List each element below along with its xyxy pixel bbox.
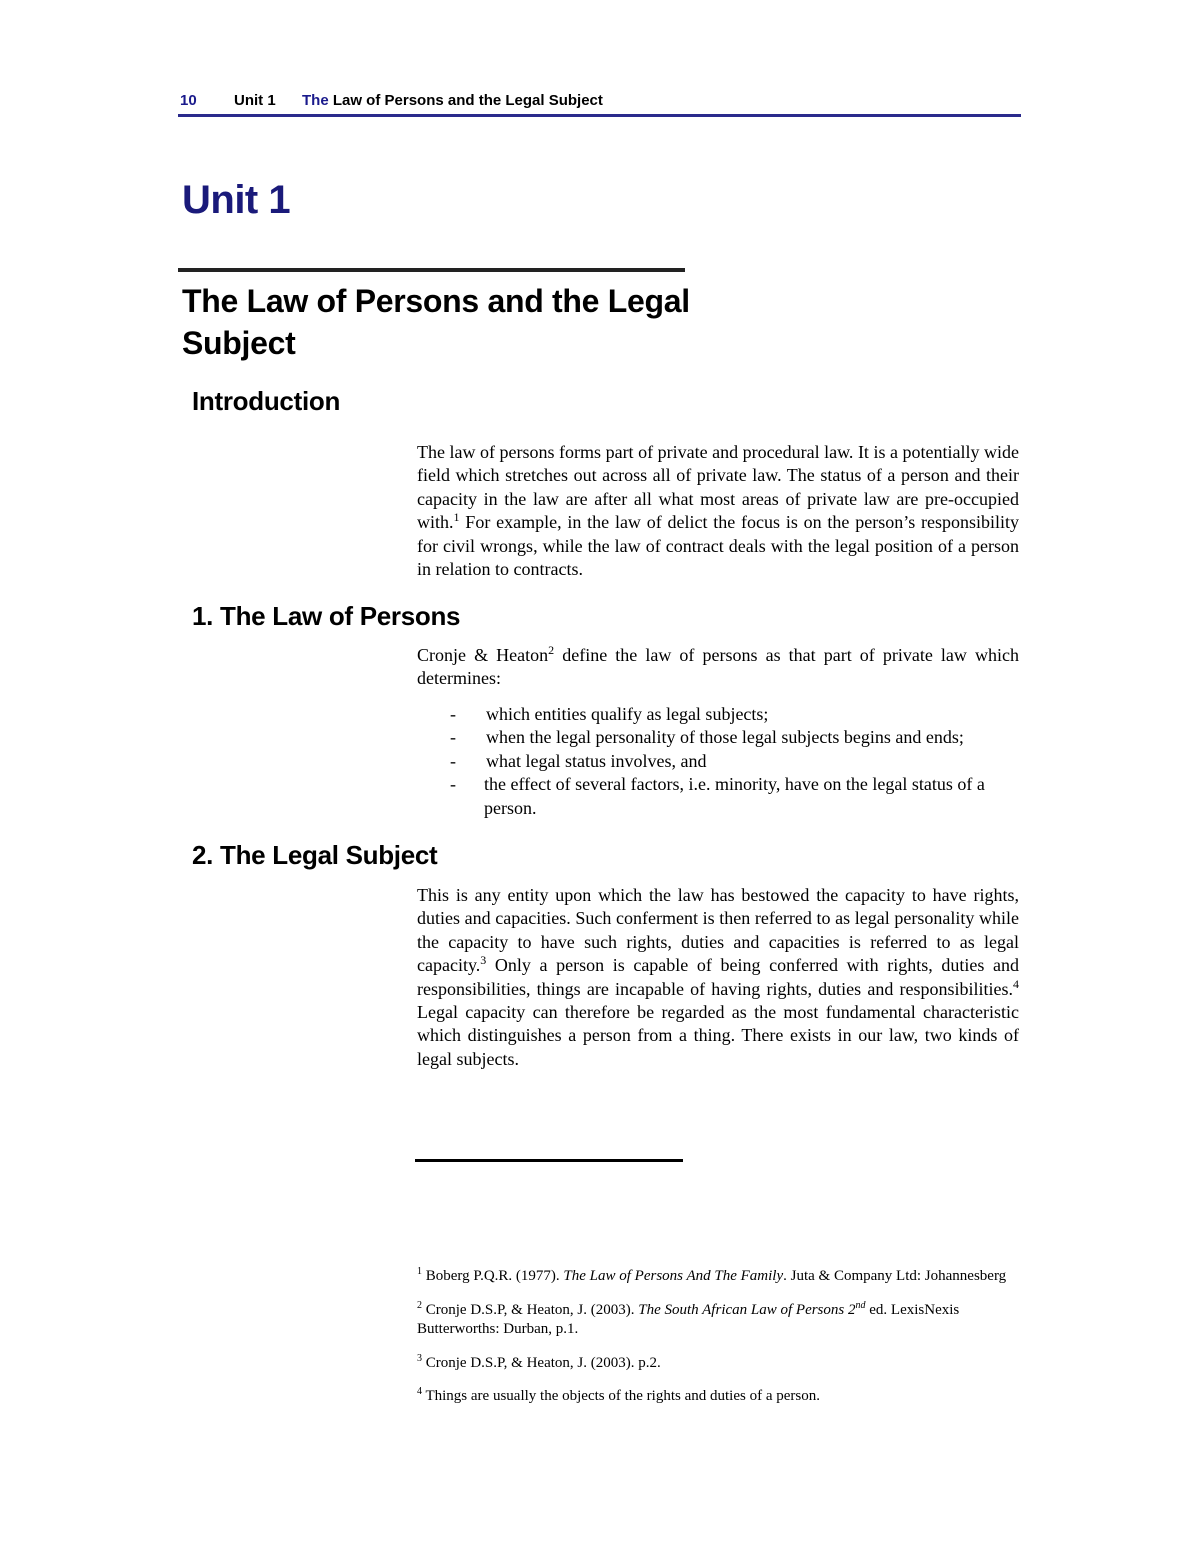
title-rule xyxy=(178,268,685,272)
section2-text-2: Only a person is capable of being conferred with rights, duties and responsibilities, things are incapable of having rights, duties and responsibilities. xyxy=(417,955,1019,999)
list-item-text: the effect of several factors, i.e. minority, have on the legal status of a person. xyxy=(484,774,985,818)
footnote-text: Cronje D.S.P, & Heaton, J. (2003). p.2. xyxy=(422,1354,661,1371)
section1-text-2: define the law of persons as that part of private law which determines: xyxy=(417,645,1019,689)
introduction-heading: Introduction xyxy=(192,386,341,416)
bullet-marker: - xyxy=(450,727,456,748)
footnote-1 xyxy=(417,1262,1017,1287)
bullet-marker: - xyxy=(450,774,456,795)
section1-bullet-list xyxy=(450,703,1020,820)
page-number: 10 xyxy=(180,92,197,109)
footnote-number: 4 xyxy=(417,1386,422,1397)
footnote-ref-2: 2 xyxy=(548,643,555,657)
footnote-number: 3 xyxy=(417,1352,422,1364)
footnote-title-sup: nd xyxy=(855,1299,866,1311)
footnote-text: Things are usually the objects of the rights and duties of a person. xyxy=(422,1388,820,1404)
introduction-paragraph xyxy=(417,441,1019,581)
footnote-text: . Juta & Company Ltd: Johannesberg xyxy=(783,1268,1007,1284)
header-title-prefix: The xyxy=(302,92,329,109)
section2-paragraph xyxy=(417,884,1019,1071)
list-item-text: what legal status involves, and xyxy=(486,750,707,771)
list-item-text: when the legal personality of those legal subjects begins and ends; xyxy=(486,727,964,748)
list-item xyxy=(450,773,1020,820)
footnote-title xyxy=(563,1268,783,1284)
header-title xyxy=(302,92,603,109)
section1-paragraph xyxy=(417,644,1019,691)
footnote-text: ed. LexisNexis Butterworths: Durban, p.1. xyxy=(417,1301,960,1337)
footnote-text: Boberg P.Q.R. (1977). xyxy=(422,1268,564,1284)
footnote-title xyxy=(638,1299,866,1318)
bullet-marker: - xyxy=(450,704,456,724)
footnote-ref-3: 3 xyxy=(480,953,487,968)
list-item xyxy=(450,703,1020,726)
list-item-text: which entities qualify as legal subjects; xyxy=(486,704,769,724)
header-unit: Unit 1 xyxy=(234,92,276,109)
header-rule xyxy=(178,114,1021,117)
bullet-marker: - xyxy=(450,750,456,771)
chapter-title: The Law of Persons and the Legal Subject xyxy=(182,283,690,361)
footnote-number: 2 xyxy=(417,1299,422,1311)
footnote-2 xyxy=(417,1296,1017,1340)
footnote-ref-4: 4 xyxy=(1013,976,1019,991)
footnote-4 xyxy=(417,1382,1017,1407)
footnote-text: Cronje D.S.P, & Heaton, J. (2003). xyxy=(422,1301,639,1318)
header-title-rest: Law of Persons and the Legal Subject xyxy=(328,92,603,109)
section2-text-1: This is any entity upon which the law has bestowed the capacity to have rights, duties and capacities. Such conferment is then referred to as legal personality while the capacity to have such rights, duties and capacities is referred to as legal capacity. xyxy=(417,885,1019,976)
section2-heading: 2. The Legal Subject xyxy=(192,840,438,870)
footnote-separator xyxy=(415,1159,683,1162)
section2-text-3: Legal capacity can therefore be regarded as the most fundamental characteristic which distinguishes a person from a thing. There exists in our law, two kinds of legal subjects. xyxy=(417,1002,1019,1069)
intro-text-2: For example, in the law of delict the focus is on the person’s responsibility for civil wrongs, while the law of contract deals with the legal position of a person in relation to contracts. xyxy=(417,512,1019,580)
intro-text-1: The law of persons forms part of private and procedural law. It is a potentially wide field which stretches out across all of private law. The status of a person and their capacity in the law are after all what most areas of private law are pre-occupied with. xyxy=(417,442,1019,533)
unit-title: Unit 1 xyxy=(182,178,291,222)
footnote-3 xyxy=(417,1349,1017,1374)
footnote-title-text: The South African Law of Persons 2 xyxy=(638,1301,856,1318)
footnote-number: 1 xyxy=(417,1266,422,1277)
list-item xyxy=(450,750,1020,773)
footnote-ref-1: 1 xyxy=(453,510,460,525)
footnote-title-text: The Law of Persons And The Family xyxy=(563,1268,784,1284)
section1-heading: 1. The Law of Persons xyxy=(192,601,461,631)
section1-text-1: Cronje & Heaton xyxy=(417,645,549,665)
list-item xyxy=(450,726,1020,749)
footnotes xyxy=(417,1262,1017,1416)
